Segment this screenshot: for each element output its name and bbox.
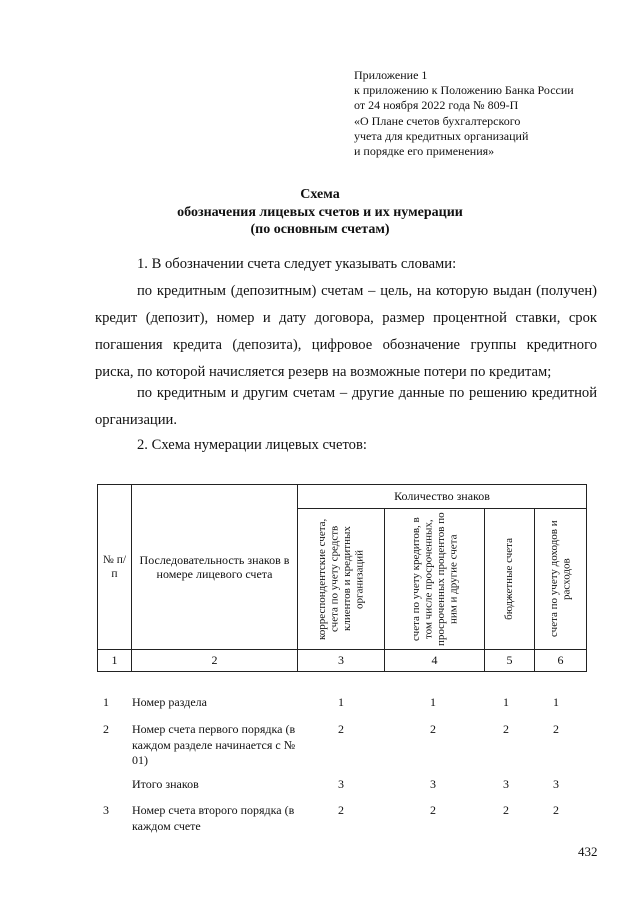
subheader-income-expense-accounts: [535, 509, 587, 650]
paragraph-2-first-line: по кредитным (депозитным) счетам – цель, на которую выдан (получен): [137, 283, 597, 299]
column-number: 6: [535, 650, 587, 672]
column-number: 3: [298, 650, 385, 672]
paragraph-1: 1. В обозначении счета следует указывать словами:: [137, 256, 457, 272]
subheader-label: бюджетные счета: [503, 538, 516, 620]
title-line: обозначения лицевых счетов и их нумерации: [177, 204, 463, 220]
subheader-label: корреспондентские счета, счета по учету средств клиентов и кредитных организаций: [316, 518, 366, 640]
appendix-line: к приложению к Положению Банка России: [354, 83, 574, 98]
subheader-label: счета по учету доходов и расходов: [548, 520, 573, 638]
subheader-budget-accounts: [485, 509, 535, 650]
appendix-line: учета для кредитных организаций: [354, 128, 529, 143]
appendix-line: и порядке его применения»: [354, 144, 495, 159]
row-value: 1: [553, 695, 559, 709]
row-value: 2: [338, 722, 344, 736]
row-value: 1: [503, 695, 509, 709]
column-number: 2: [132, 650, 298, 672]
row-value: 2: [338, 803, 344, 817]
row-number: 1: [103, 695, 109, 709]
row-value: 3: [553, 777, 559, 791]
row-name: Номер счета первого порядка (в каждом разделе начинается с № 01): [132, 722, 296, 767]
appendix-reference: [354, 68, 624, 159]
row-value: 2: [503, 722, 509, 736]
column-number: 5: [485, 650, 535, 672]
header-number: [98, 485, 132, 650]
header-sequence: [132, 485, 298, 650]
row-number: 2: [103, 722, 109, 736]
row-value: 2: [553, 722, 559, 736]
row-value: 2: [553, 803, 559, 817]
column-number: 1: [98, 650, 132, 672]
appendix-line: от 24 ноября 2022 года № 809-П: [354, 98, 519, 113]
page-number: 432: [578, 844, 598, 859]
header-number-label: № п/п: [102, 554, 127, 580]
paragraph-3-first-line: по кредитным и другим счетам – другие данные по решению кредитной: [137, 385, 597, 401]
row-value: 2: [430, 803, 436, 817]
numbering-table: [97, 484, 587, 672]
subheader-credit-accounts: [385, 509, 485, 650]
row-value: 2: [430, 722, 436, 736]
row-value: 3: [430, 777, 436, 791]
appendix-line: «О Плане счетов бухгалтерского: [354, 113, 521, 128]
column-number: 4: [385, 650, 485, 672]
subheader-correspondent-accounts: [298, 509, 385, 650]
header-count: Количество знаков: [298, 485, 587, 509]
subheader-label: счета по учету кредитов, в том числе просроченных, просроченных процентов по ним и другие счета: [409, 512, 459, 646]
row-value: 1: [338, 695, 344, 709]
appendix-line: Приложение 1: [354, 68, 428, 82]
row-name: Итого знаков: [132, 777, 199, 791]
paragraph-4: 2. Схема нумерации лицевых счетов:: [137, 437, 367, 453]
document-title: [0, 186, 640, 239]
row-value: 2: [503, 803, 509, 817]
header-sequence-label: Последовательность знаков в номере лицевого счета: [139, 553, 290, 581]
paragraph-2-line: кредит (депозит), номер и дату договора, размер процентной ставки, срок: [95, 310, 597, 326]
row-name: Номер счета второго порядка (в каждом счете: [132, 803, 295, 833]
row-value: 3: [503, 777, 509, 791]
title-line: (по основным счетам): [250, 222, 390, 237]
paragraph-3-last-line: организации.: [95, 412, 177, 428]
row-number: 3: [103, 803, 109, 817]
row-name: Номер раздела: [132, 695, 207, 709]
row-value: 1: [430, 695, 436, 709]
title-line: Схема: [300, 187, 340, 202]
row-value: 3: [338, 777, 344, 791]
paragraph-2-line: погашения кредита (депозита), цифровое обозначение группы кредитного: [95, 337, 597, 353]
paragraph-2-last-line: риска, по которой начисляется резерв на возможные потери по кредитам;: [95, 364, 552, 380]
